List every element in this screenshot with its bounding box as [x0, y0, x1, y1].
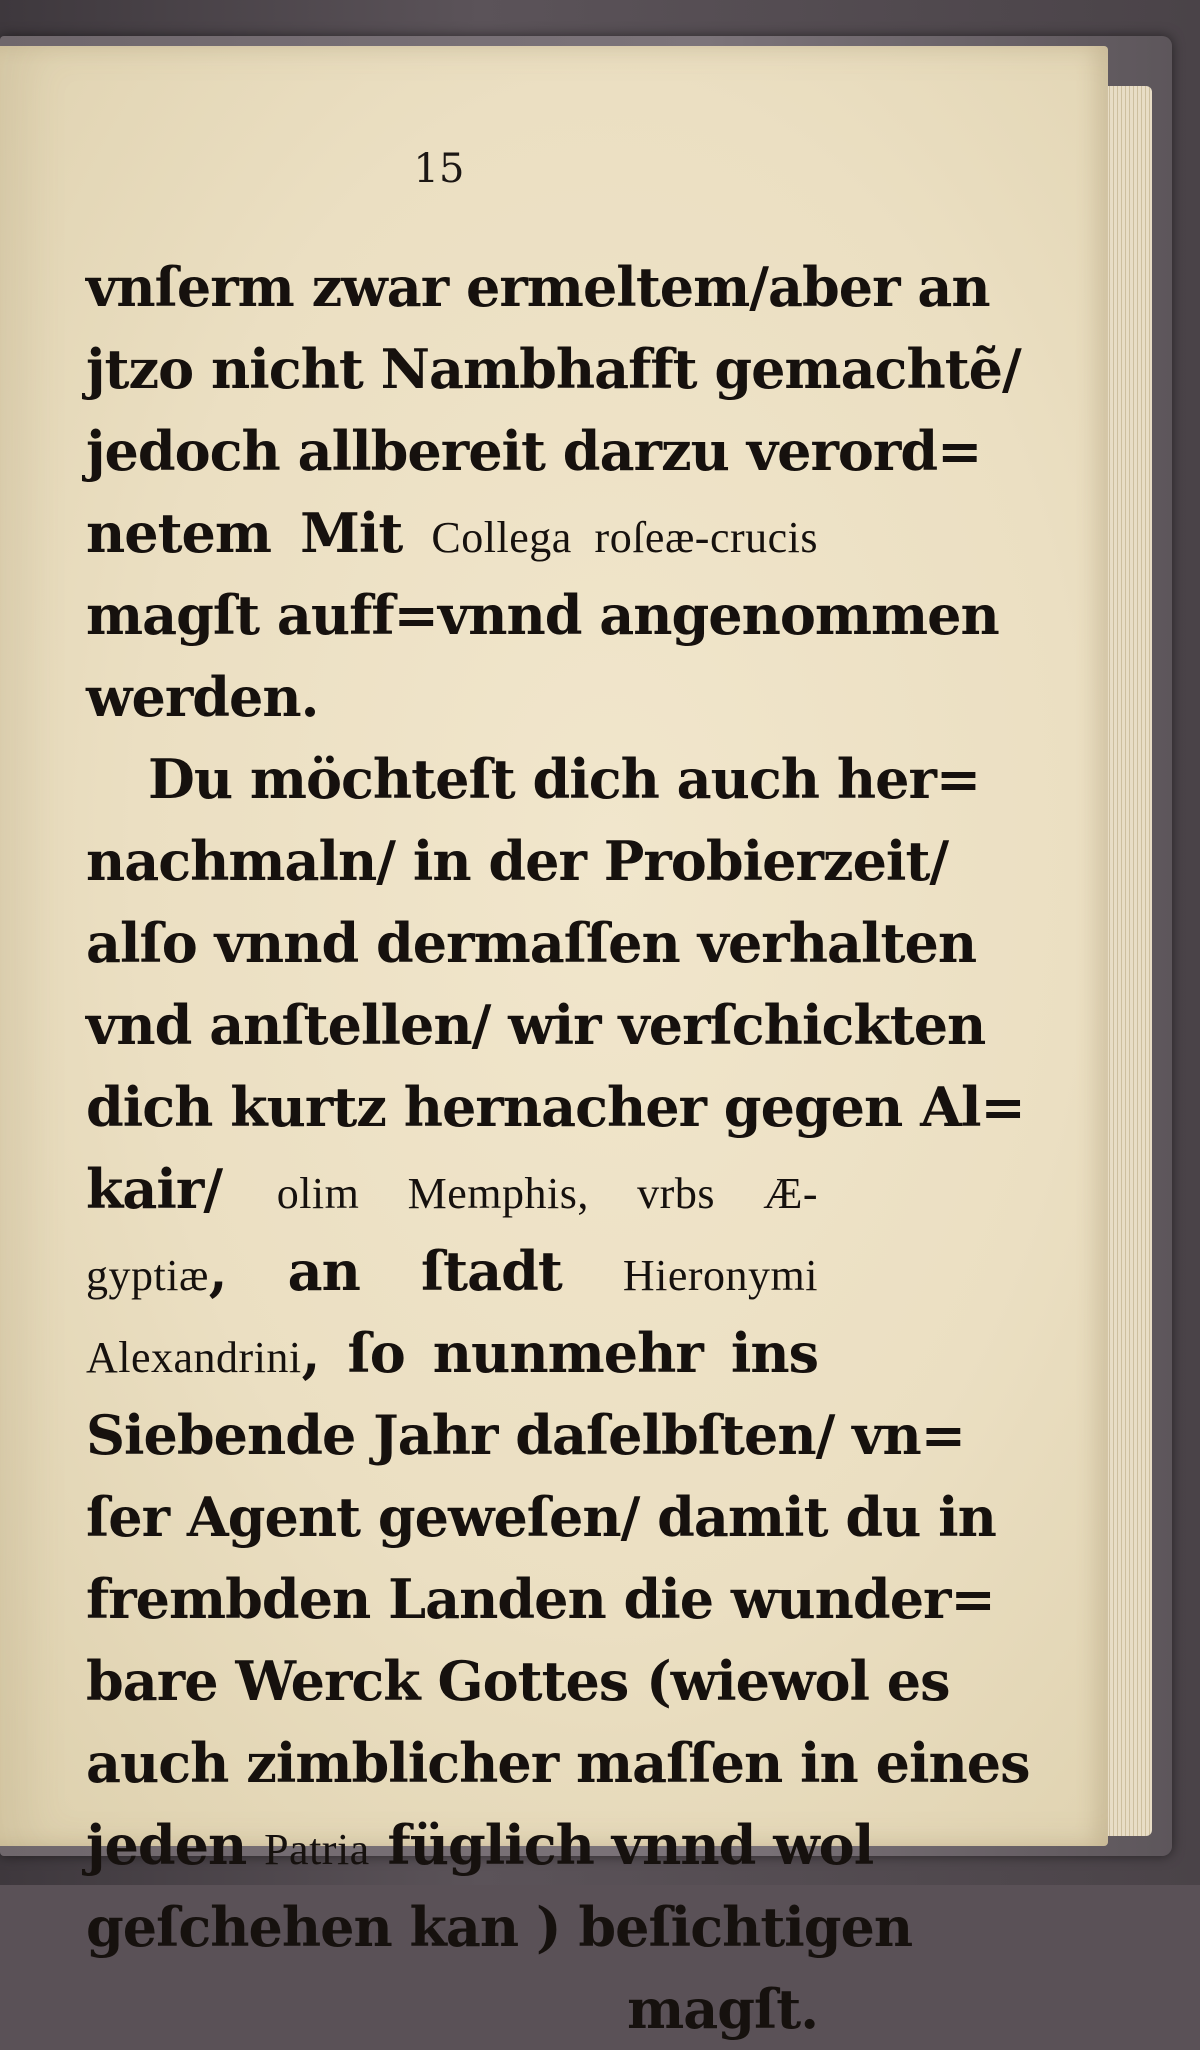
fraktur-text: bare Werck Gottes (wiewol es: [86, 1649, 950, 1713]
fraktur-text: , an ſtadt: [208, 1239, 623, 1303]
text-line: [86, 1886, 913, 1968]
fraktur-text: werden.: [86, 665, 319, 729]
text-line: [86, 1394, 966, 1476]
fraktur-text: , ſo nunmehr ins: [301, 1321, 818, 1385]
text-line: [86, 1148, 818, 1230]
text-line: [86, 1558, 995, 1640]
latin-text: Patria: [264, 1825, 370, 1874]
page-number: 15: [413, 146, 465, 192]
latin-text: olim Memphis, vrbs Æ-: [276, 1169, 819, 1218]
fraktur-text: füglich vnnd wol: [369, 1813, 874, 1877]
text-line: [86, 328, 1021, 410]
text-block: [86, 246, 1030, 2050]
catchword: magſt.: [627, 1977, 818, 2041]
fraktur-text: kair/: [86, 1157, 277, 1221]
text-line: [86, 1312, 818, 1394]
text-line: [86, 574, 999, 656]
fraktur-text: Du möchteſt dich auch her=: [148, 747, 981, 811]
text-line: [86, 656, 818, 738]
text-line: [86, 246, 990, 328]
fraktur-text: nachmaln/ in der Probierzeit/: [86, 829, 949, 893]
fraktur-text: auch zimblicher maſſen in eines: [86, 1731, 1030, 1795]
text-line: [86, 1640, 950, 1722]
latin-text: Alexandrini: [86, 1333, 302, 1382]
fraktur-text: magſt auff=vnnd angenommen: [86, 583, 999, 647]
text-line: [86, 1066, 1025, 1148]
text-line: [86, 902, 977, 984]
fraktur-text: alſo vnnd dermaſſen verhalten: [86, 911, 977, 975]
fraktur-text: jedoch allbereit darzu verord=: [86, 419, 982, 483]
latin-text: Collega roſeæ-crucis: [431, 513, 819, 562]
fraktur-text: ſer Agent geweſen/ damit du in: [86, 1485, 996, 1549]
fraktur-text: geſchehen kan ) beſichtigen: [86, 1895, 913, 1959]
fraktur-text: Siebende Jahr daſelbſten/ vn=: [86, 1403, 966, 1467]
text-line: [86, 1722, 1030, 1804]
fraktur-text: jtzo nicht Nambhafft gemachtẽ/: [86, 337, 1021, 401]
fraktur-text: vnd anſtellen/ wir verſchickten: [86, 993, 986, 1057]
text-line: [86, 492, 818, 574]
text-line: [86, 1804, 874, 1886]
fraktur-text: vnſerm zwar ermeltem/aber an: [86, 255, 990, 319]
latin-text: gyptiæ: [86, 1251, 209, 1300]
fraktur-text: jeden: [86, 1813, 265, 1877]
text-line: [86, 410, 982, 492]
fraktur-text: dich kurtz hernacher gegen Al=: [86, 1075, 1025, 1139]
latin-text: Hieronymi: [622, 1251, 818, 1300]
text-line: [86, 738, 981, 820]
fraktur-text: netem Mit: [86, 501, 432, 565]
fraktur-text: frembden Landen die wunder=: [86, 1567, 995, 1631]
text-line: [86, 1230, 818, 1312]
book-page: [0, 46, 1108, 2041]
text-line: [86, 820, 949, 902]
text-line: [86, 984, 986, 1066]
text-line: [86, 1476, 996, 1558]
